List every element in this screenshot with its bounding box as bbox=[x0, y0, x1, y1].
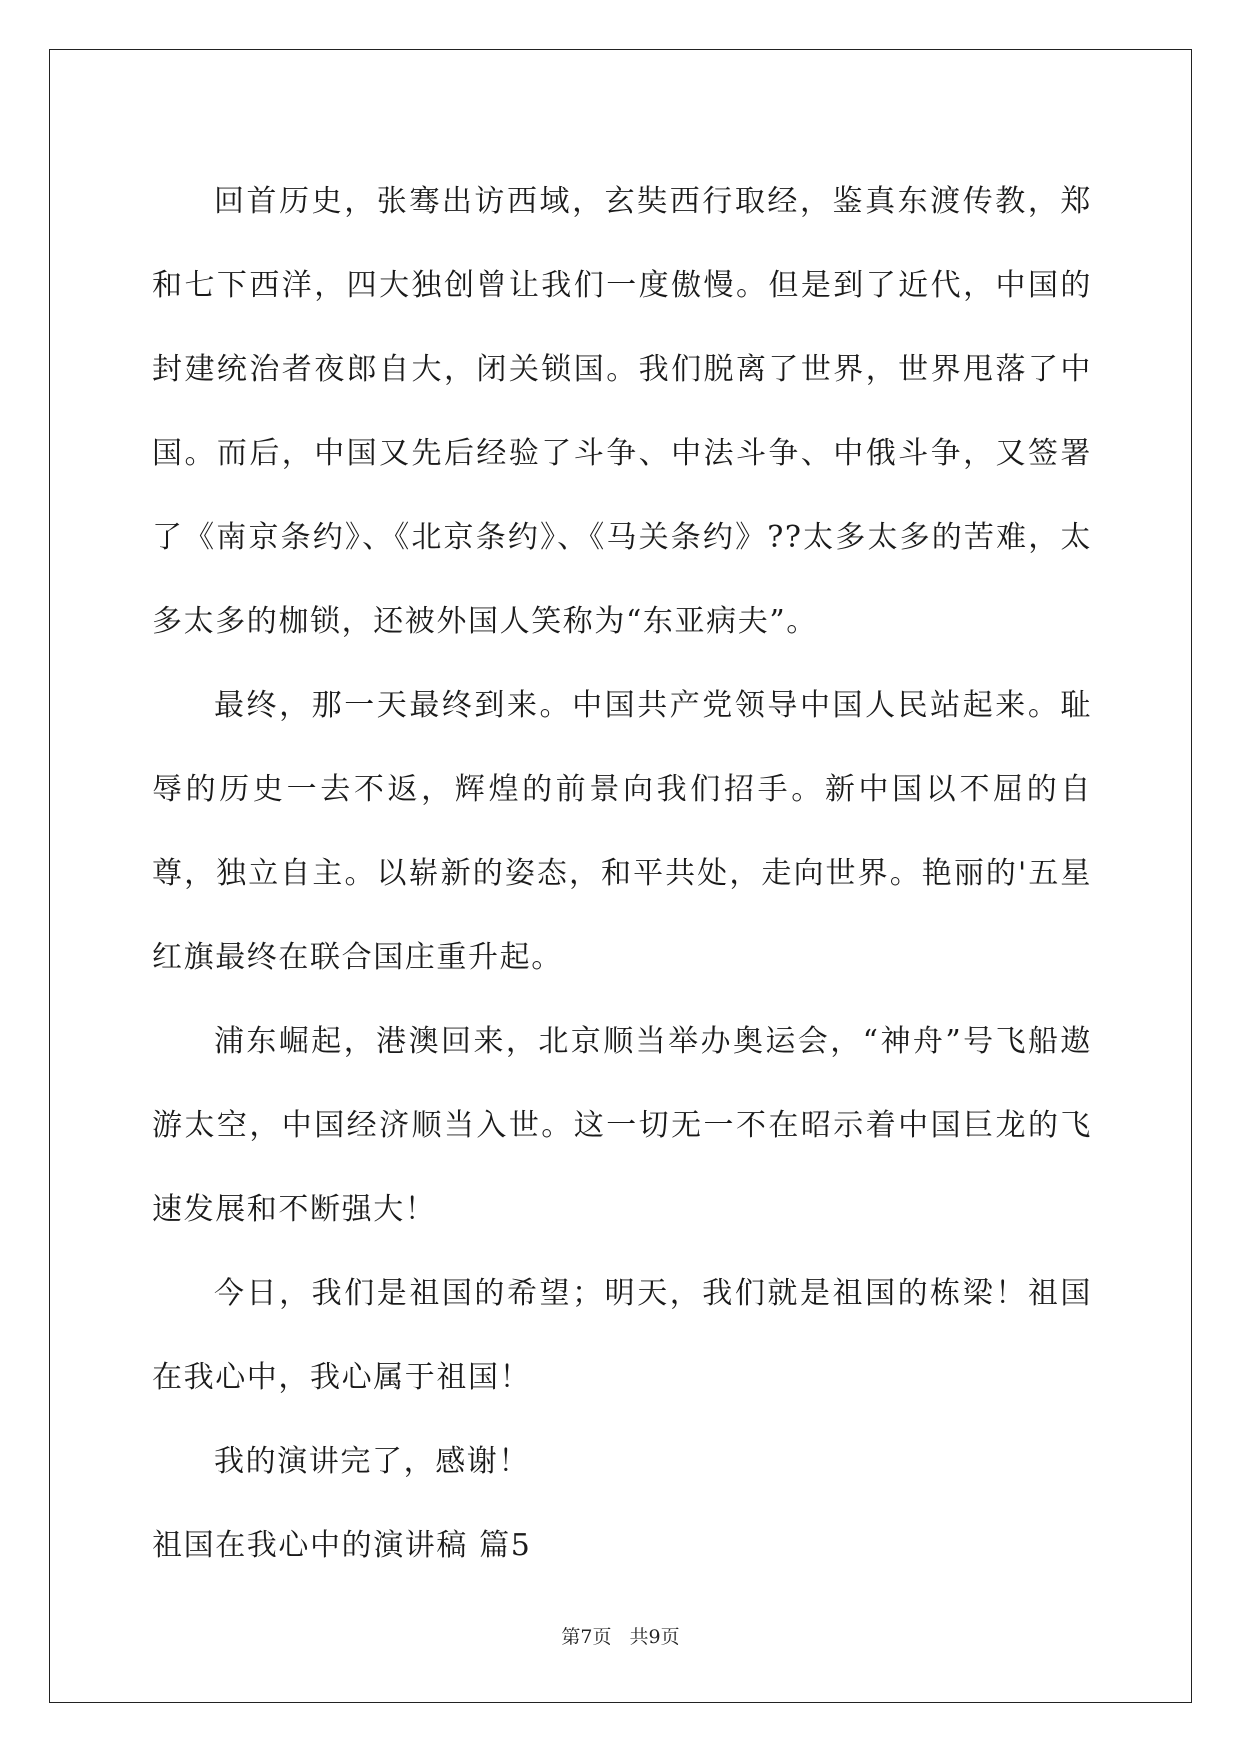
paragraph-closing: 我的演讲完了，感谢！ bbox=[214, 1444, 530, 1479]
section-title: 祖国在我心中的演讲稿 篇5 bbox=[152, 1528, 532, 1563]
current-page-number: 第7页 bbox=[561, 1626, 612, 1648]
paragraph-development: 浦东崛起，港澳回来，北京顺当举办奥运会，“神舟”号飞船遨游太空，中国经济顺当入世。这一切无一不在昭示着中国巨龙的飞速发展和不断强大！ bbox=[152, 1024, 1092, 1227]
paragraph-history: 回首历史，张骞出访西域，玄奘西行取经，鉴真东渡传教，郑和七下西洋，四大独创曾让我们一度傲慢。但是到了近代，中国的封建统治者夜郎自大，闭关锁国。我们脱离了世界，世界甩落了中国。而后，中国又先后经验了斗争、中法斗争、中俄斗争，又签署了《南京条约》、《北京条约》、《马关条约》??太多太多的苦难，太多太多的枷锁，还被外国人笑称为“东亚病夫”。 bbox=[152, 184, 1092, 639]
document-body bbox=[152, 160, 1092, 1588]
paragraph-new-china: 最终，那一天最终到来。中国共产党领导中国人民站起来。耻辱的历史一去不返，辉煌的前景向我们招手。新中国以不屈的自尊，独立自主。以崭新的姿态，和平共处，走向世界。艳丽的'五星红旗最终在联合国庄重升起。 bbox=[152, 688, 1092, 975]
paragraph-hope: 今日，我们是祖国的希望；明天，我们就是祖国的栋梁！祖国在我心中，我心属于祖国！ bbox=[152, 1276, 1092, 1395]
total-pages: 共9页 bbox=[629, 1626, 680, 1648]
page-footer bbox=[0, 1622, 1241, 1649]
